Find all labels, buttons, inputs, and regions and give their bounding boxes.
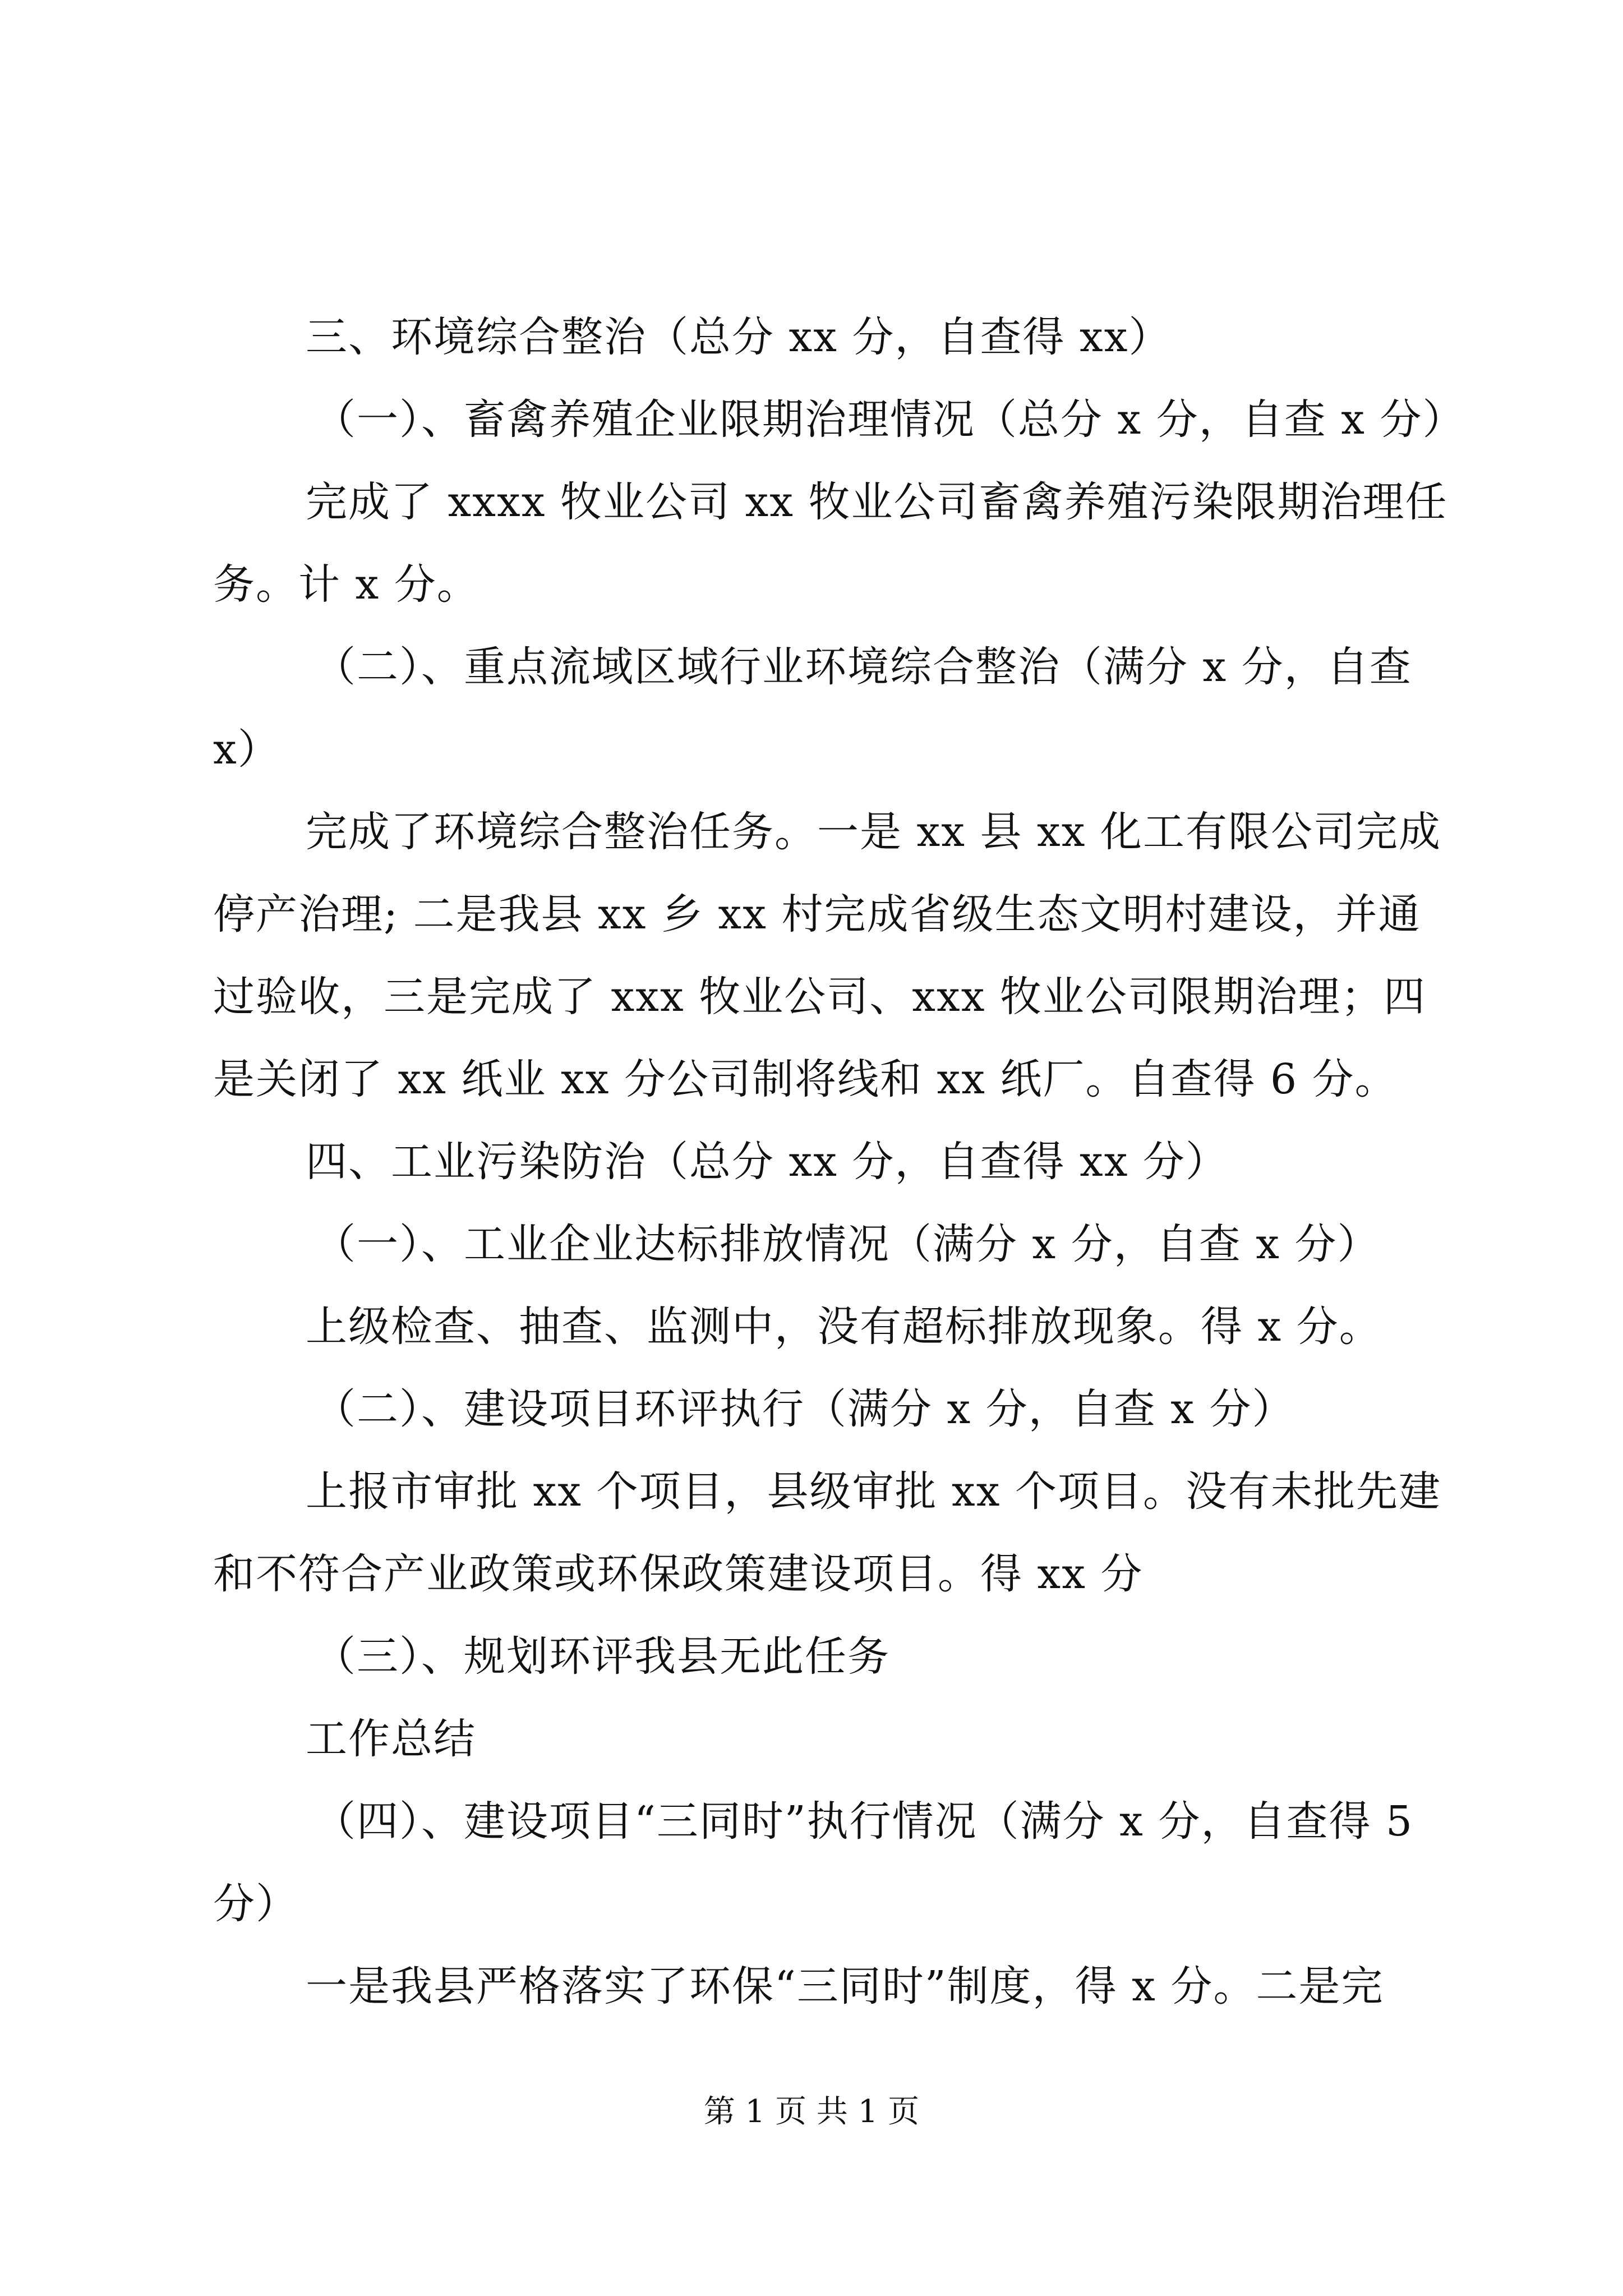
paragraph-line: 停产治理; 二是我县 xx 乡 xx 村完成省级生态文明村建设，并通 — [213, 890, 1421, 938]
paragraph-line: 工作总结 — [306, 1715, 476, 1763]
paragraph-line: 和不符合产业政策或环保政策建设项目。得 xx 分 — [213, 1550, 1144, 1598]
heading-section-4: 四、工业污染防治（总分 xx 分，自查得 xx 分） — [306, 1138, 1229, 1186]
page-footer: 第 1 页 共 1 页 — [703, 2093, 920, 2130]
paragraph-line: 务。计 x 分。 — [213, 560, 479, 609]
subheading-4-3: （三）、规划环评我县无此任务 — [314, 1632, 890, 1681]
paragraph-line: 上级检查、抽查、监测中，没有超标排放现象。得 x 分。 — [306, 1303, 1382, 1351]
paragraph-line: 完成了 xxxx 牧业公司 xx 牧业公司畜禽养殖污染限期治理任 — [306, 478, 1448, 526]
paragraph-line: 是关闭了 xx 纸业 xx 分公司制将线和 xx 纸厂。自查得 6 分。 — [213, 1055, 1398, 1103]
paragraph-line: 上报市审批 xx 个项目，县级审批 xx 个项目。没有未批先建 — [306, 1467, 1442, 1516]
paragraph-line: 完成了环境综合整治任务。一是 xx 县 xx 化工有限公司完成 — [306, 808, 1442, 856]
paragraph-line: 一是我县严格落实了环保“三同时”制度，得 x 分。二是完 — [306, 1962, 1384, 2010]
subheading-3-2-cont: x） — [213, 725, 280, 774]
heading-section-3: 三、环境综合整治（总分 xx 分，自查得 xx） — [306, 313, 1172, 361]
subheading-4-4-cont: 分） — [213, 1880, 298, 1928]
subheading-3-2: （二）、重点流域区域行业环境综合整治（满分 x 分，自查 — [314, 643, 1412, 691]
paragraph-line: 过验收，三是完成了 xxx 牧业公司、xxx 牧业公司限期治理；四 — [213, 973, 1426, 1021]
subheading-4-2: （二）、建设项目环评执行（满分 x 分，自查 x 分） — [314, 1385, 1295, 1433]
subheading-3-1: （一）、畜禽养殖企业限期治理情况（总分 x 分，自查 x 分） — [314, 395, 1465, 444]
subheading-4-1: （一）、工业企业达标排放情况（满分 x 分，自查 x 分） — [314, 1220, 1380, 1268]
subheading-4-4: （四）、建设项目“三同时”执行情况（满分 x 分，自查得 5 — [314, 1797, 1414, 1846]
